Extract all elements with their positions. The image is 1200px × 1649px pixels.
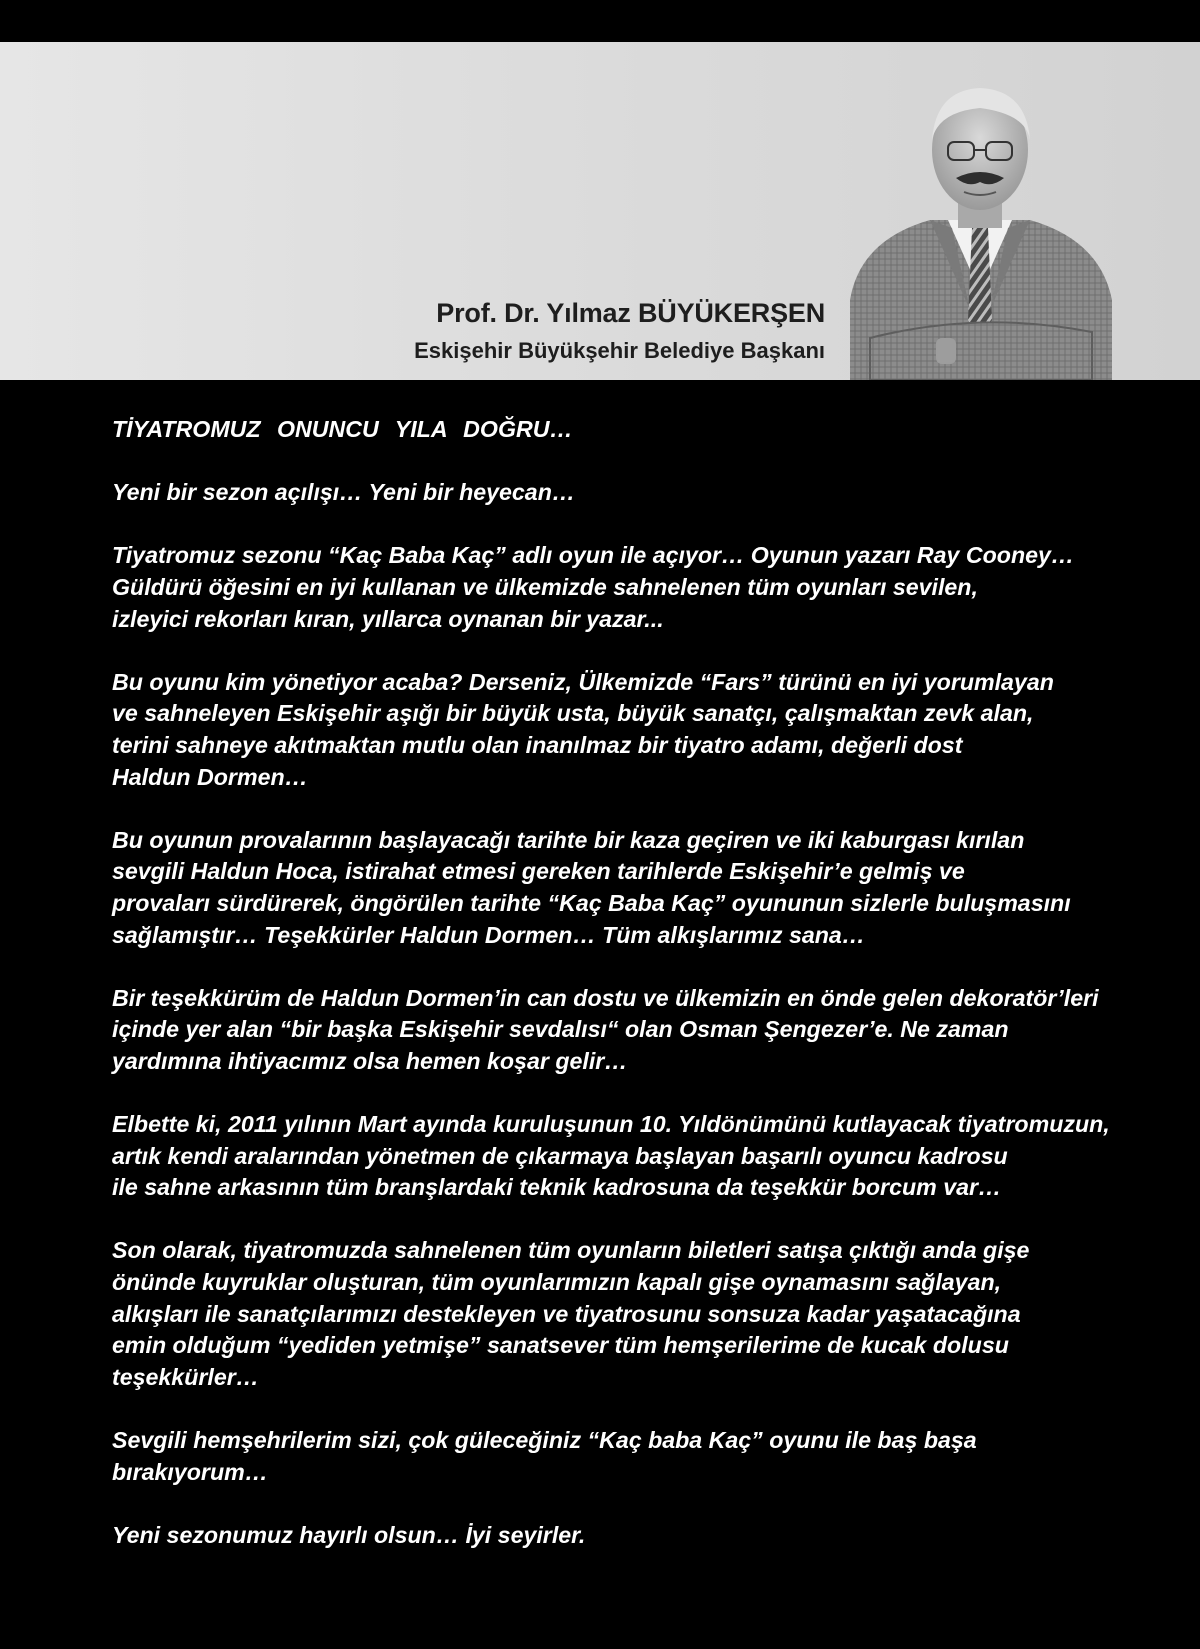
paragraph-line: Yeni bir sezon açılışı… Yeni bir heyecan… bbox=[112, 479, 576, 506]
paragraph-line: sağlamıştır… Teşekkürler Haldun Dormen… Tüm alkışlarımız sana… bbox=[112, 921, 865, 948]
letter-paragraph bbox=[112, 1425, 1132, 1488]
letter-paragraph bbox=[112, 825, 1132, 951]
author-portrait bbox=[840, 70, 1120, 380]
paragraph-line: Tiyatromuz sezonu “Kaç Baba Kaç” adlı oyun ile açıyor… Oyunun yazarı Ray Cooney… bbox=[112, 542, 1075, 569]
paragraph-line: teşekkürler… bbox=[112, 1363, 259, 1390]
paragraph-line: sevgili Haldun Hoca, istirahat etmesi gereken tarihlerde Eskişehir’e gelmiş ve bbox=[112, 858, 965, 885]
paragraph-line: Son olarak, tiyatromuzda sahnelenen tüm oyunların biletleri satışa çıktığı anda gişe bbox=[112, 1237, 1030, 1264]
letter-paragraph bbox=[112, 983, 1132, 1078]
paragraph-line: Güldürü öğesini en iyi kullanan ve ülkemizde sahnelenen tüm oyunları sevilen, bbox=[112, 573, 978, 600]
paragraph-line: terini sahneye akıtmaktan mutlu olan inanılmaz bir tiyatro adamı, değerli dost bbox=[112, 731, 963, 758]
page-header bbox=[0, 42, 1200, 380]
paragraph-line: provaları sürdürerek, öngörülen tarihte “Kaç Baba Kaç” oyununun sizlerle buluşmasını bbox=[112, 889, 1071, 916]
paragraph-line: Bu oyunu kim yönetiyor acaba? Derseniz, Ülkemizde “Fars” türünü en iyi yorumlayan bbox=[112, 668, 1054, 695]
letter-heading: TİYATROMUZ ONUNCU YILA DOĞRU… bbox=[112, 416, 573, 442]
top-black-band bbox=[0, 0, 1200, 42]
letter-body bbox=[112, 414, 1132, 1551]
paragraph-line: önünde kuyruklar oluşturan, tüm oyunlarımızın kapalı gişe oynamasını sağlayan, bbox=[112, 1269, 1002, 1296]
letter-paragraph bbox=[112, 540, 1132, 635]
paragraph-line: izleyici rekorları kıran, yıllarca oynanan bir yazar... bbox=[112, 605, 664, 632]
letter-paragraph bbox=[112, 667, 1132, 793]
paragraph-line: alkışları ile sanatçılarımızı destekleyen ve tiyatrosunu sonsuza kadar yaşatacağına bbox=[112, 1300, 1021, 1327]
paragraph-line: bırakıyorum… bbox=[112, 1458, 268, 1485]
paragraph-line: Haldun Dormen… bbox=[112, 763, 308, 790]
paragraph-line: yardımına ihtiyacımız olsa hemen koşar gelir… bbox=[112, 1047, 628, 1074]
paragraph-line: içinde yer alan “bir başka Eskişehir sevdalısı“ olan Osman Şengezer’e. Ne zaman bbox=[112, 1016, 1009, 1043]
letter-paragraph bbox=[112, 477, 1132, 509]
paragraph-line: ve sahneleyen Eskişehir aşığı bir büyük usta, büyük sanatçı, çalışmaktan zevk alan, bbox=[112, 700, 1034, 727]
paragraph-line: Sevgili hemşehrilerim sizi, çok güleceğiniz “Kaç baba Kaç” oyunu ile baş başa bbox=[112, 1427, 977, 1453]
author-name: Prof. Dr. Yılmaz BÜYÜKERŞEN bbox=[436, 298, 825, 328]
paragraph-line: Elbette ki, 2011 yılının Mart ayında kuruluşunun 10. Yıldönümünü kutlayacak tiyatromuzun, bbox=[112, 1111, 1110, 1138]
letter-paragraph bbox=[112, 1109, 1132, 1204]
paragraph-line: Yeni sezonumuz hayırlı olsun… İyi seyirler. bbox=[112, 1521, 586, 1548]
author-title: Eskişehir Büyükşehir Belediye Başkanı bbox=[414, 338, 825, 363]
paragraph-line: ile sahne arkasının tüm branşlardaki teknik kadrosuna da teşekkür borcum var… bbox=[112, 1174, 1002, 1201]
letter-paragraph bbox=[112, 1520, 1132, 1552]
paragraph-line: Bir teşekkürüm de Haldun Dormen’in can dostu ve ülkemizin en önde gelen dekoratör’leri bbox=[112, 984, 1099, 1011]
paragraph-line: Bu oyunun provalarının başlayacağı tarihte bir kaza geçiren ve iki kaburgası kırılan bbox=[112, 826, 1025, 853]
paragraph-line: emin olduğum “yediden yetmişe” sanatsever tüm hemşerilerime de kucak dolusu bbox=[112, 1332, 1009, 1359]
paragraph-line: artık kendi aralarından yönetmen de çıkarmaya başlayan başarılı oyuncu kadrosu bbox=[112, 1142, 1008, 1169]
letter-paragraph bbox=[112, 1235, 1132, 1393]
letter-paragraphs bbox=[112, 477, 1132, 1551]
